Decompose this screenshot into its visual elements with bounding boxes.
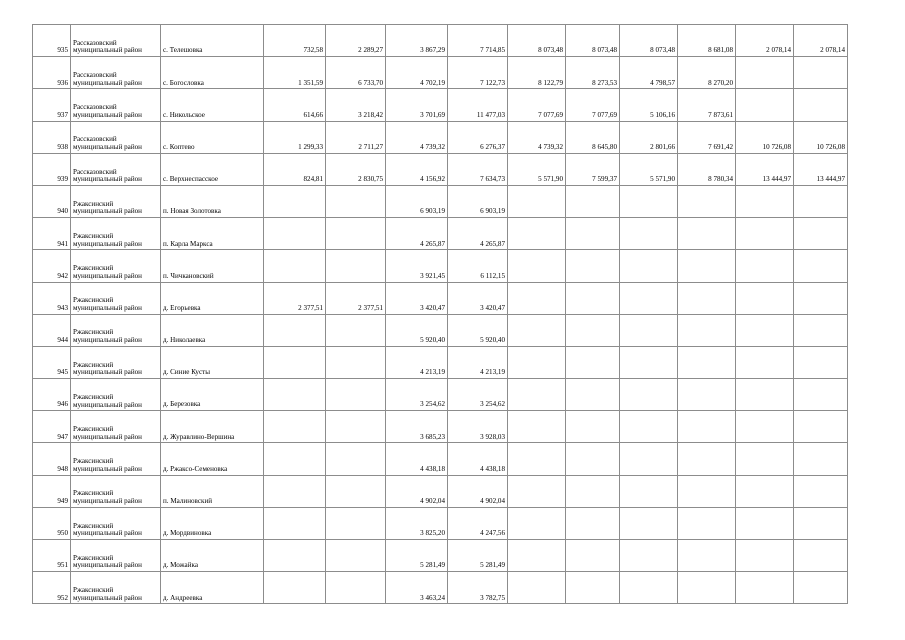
district-cell: Рассказовский муниципальный район: [71, 89, 161, 121]
value-cell: [794, 282, 848, 314]
value-cell: [326, 314, 386, 346]
value-cell: [264, 218, 326, 250]
value-cell: [678, 379, 736, 411]
value-cell: [566, 218, 620, 250]
value-cell: 3 928,03: [448, 411, 508, 443]
row-number: 945: [33, 346, 71, 378]
value-cell: [678, 475, 736, 507]
value-cell: 8 270,20: [678, 57, 736, 89]
value-cell: 7 634,73: [448, 153, 508, 185]
value-cell: [326, 250, 386, 282]
value-cell: 7 873,61: [678, 89, 736, 121]
value-cell: [508, 282, 566, 314]
settlement-cell: д. Березовка: [161, 379, 264, 411]
value-cell: [678, 218, 736, 250]
row-number: 947: [33, 411, 71, 443]
district-cell: Рассказовский муниципальный район: [71, 153, 161, 185]
value-cell: 3 218,42: [326, 89, 386, 121]
table-row: [33, 411, 848, 443]
value-cell: 5 281,49: [448, 540, 508, 572]
value-cell: [566, 185, 620, 217]
district-cell: Ржаксинский муниципальный район: [71, 572, 161, 604]
district-cell: Ржаксинский муниципальный район: [71, 250, 161, 282]
value-cell: [620, 507, 678, 539]
value-cell: [678, 443, 736, 475]
value-cell: 8 073,48: [508, 25, 566, 57]
row-number: 939: [33, 153, 71, 185]
settlement-cell: д. Синие Кусты: [161, 346, 264, 378]
value-cell: 2 078,14: [794, 25, 848, 57]
table-row: [33, 443, 848, 475]
value-cell: [620, 185, 678, 217]
value-cell: [620, 475, 678, 507]
value-cell: 4 265,87: [386, 218, 448, 250]
value-cell: 2 289,27: [326, 25, 386, 57]
row-number: 951: [33, 540, 71, 572]
district-cell: Ржаксинский муниципальный район: [71, 475, 161, 507]
value-cell: [794, 507, 848, 539]
value-cell: 8 780,34: [678, 153, 736, 185]
value-cell: [326, 475, 386, 507]
value-cell: 4 247,56: [448, 507, 508, 539]
settlement-cell: с. Верхнеспасское: [161, 153, 264, 185]
district-cell: Ржаксинский муниципальный район: [71, 379, 161, 411]
value-cell: [508, 250, 566, 282]
value-cell: [678, 411, 736, 443]
value-cell: [264, 185, 326, 217]
value-cell: [620, 540, 678, 572]
value-cell: [566, 379, 620, 411]
value-cell: [264, 346, 326, 378]
value-cell: [620, 379, 678, 411]
value-cell: [794, 540, 848, 572]
value-cell: 4 156,92: [386, 153, 448, 185]
district-cell: Ржаксинский муниципальный район: [71, 314, 161, 346]
value-cell: 8 681,08: [678, 25, 736, 57]
table-row: [33, 153, 848, 185]
district-cell: Ржаксинский муниципальный район: [71, 346, 161, 378]
value-cell: [678, 250, 736, 282]
district-cell: Ржаксинский муниципальный район: [71, 507, 161, 539]
tariff-table: [32, 24, 848, 604]
value-cell: [264, 443, 326, 475]
value-cell: [620, 346, 678, 378]
value-cell: [794, 218, 848, 250]
value-cell: [508, 572, 566, 604]
value-cell: [678, 314, 736, 346]
table-row: [33, 57, 848, 89]
value-cell: [736, 443, 794, 475]
row-number: 952: [33, 572, 71, 604]
value-cell: [736, 314, 794, 346]
value-cell: [794, 57, 848, 89]
value-cell: 5 571,90: [620, 153, 678, 185]
value-cell: 5 920,40: [386, 314, 448, 346]
value-cell: 4 739,32: [386, 121, 448, 153]
value-cell: [326, 185, 386, 217]
value-cell: 13 444,97: [794, 153, 848, 185]
value-cell: [508, 475, 566, 507]
value-cell: [566, 282, 620, 314]
value-cell: 7 599,37: [566, 153, 620, 185]
value-cell: 5 571,90: [508, 153, 566, 185]
value-cell: [566, 314, 620, 346]
value-cell: [508, 379, 566, 411]
value-cell: 2 801,66: [620, 121, 678, 153]
value-cell: [794, 346, 848, 378]
value-cell: [508, 540, 566, 572]
row-number: 937: [33, 89, 71, 121]
value-cell: [736, 57, 794, 89]
table-row: [33, 346, 848, 378]
value-cell: [620, 250, 678, 282]
district-cell: Ржаксинский муниципальный район: [71, 443, 161, 475]
settlement-cell: д. Журавлино-Вершина: [161, 411, 264, 443]
value-cell: [736, 185, 794, 217]
value-cell: [736, 475, 794, 507]
table-row: [33, 282, 848, 314]
value-cell: 6 112,15: [448, 250, 508, 282]
value-cell: 3 921,45: [386, 250, 448, 282]
value-cell: [736, 379, 794, 411]
table-row: [33, 572, 848, 604]
row-number: 936: [33, 57, 71, 89]
table-row: [33, 379, 848, 411]
row-number: 942: [33, 250, 71, 282]
value-cell: 824,81: [264, 153, 326, 185]
district-cell: Рассказовский муниципальный район: [71, 57, 161, 89]
value-cell: [678, 572, 736, 604]
table-row: [33, 121, 848, 153]
settlement-cell: д. Николаевка: [161, 314, 264, 346]
value-cell: [326, 572, 386, 604]
value-cell: [736, 572, 794, 604]
district-cell: Ржаксинский муниципальный район: [71, 540, 161, 572]
settlement-cell: д. Можайка: [161, 540, 264, 572]
value-cell: [508, 185, 566, 217]
value-cell: [794, 411, 848, 443]
table-row: [33, 89, 848, 121]
value-cell: [264, 507, 326, 539]
value-cell: [326, 379, 386, 411]
value-cell: [508, 443, 566, 475]
value-cell: [678, 346, 736, 378]
value-cell: [620, 572, 678, 604]
settlement-cell: с. Никольское: [161, 89, 264, 121]
value-cell: [678, 185, 736, 217]
settlement-cell: с. Телешовка: [161, 25, 264, 57]
value-cell: [264, 314, 326, 346]
value-cell: 3 685,23: [386, 411, 448, 443]
row-number: 949: [33, 475, 71, 507]
district-cell: Рассказовский муниципальный район: [71, 121, 161, 153]
value-cell: 3 254,62: [386, 379, 448, 411]
value-cell: [736, 507, 794, 539]
value-cell: [678, 282, 736, 314]
table-row: [33, 314, 848, 346]
value-cell: [566, 346, 620, 378]
settlement-cell: с. Коптево: [161, 121, 264, 153]
value-cell: 4 902,04: [448, 475, 508, 507]
value-cell: 4 438,18: [448, 443, 508, 475]
value-cell: [678, 540, 736, 572]
value-cell: [794, 89, 848, 121]
value-cell: 7 691,42: [678, 121, 736, 153]
value-cell: 4 438,18: [386, 443, 448, 475]
value-cell: 2 830,75: [326, 153, 386, 185]
settlement-cell: д. Мордвиновка: [161, 507, 264, 539]
value-cell: 5 106,16: [620, 89, 678, 121]
value-cell: [566, 411, 620, 443]
table-row: [33, 507, 848, 539]
row-number: 941: [33, 218, 71, 250]
value-cell: [326, 507, 386, 539]
value-cell: 3 782,75: [448, 572, 508, 604]
value-cell: 8 273,53: [566, 57, 620, 89]
district-cell: Рассказовский муниципальный район: [71, 25, 161, 57]
value-cell: [620, 314, 678, 346]
value-cell: [794, 443, 848, 475]
value-cell: 3 825,20: [386, 507, 448, 539]
value-cell: [326, 346, 386, 378]
value-cell: 614,66: [264, 89, 326, 121]
value-cell: 10 726,08: [794, 121, 848, 153]
district-cell: Ржаксинский муниципальный район: [71, 218, 161, 250]
district-cell: Ржаксинский муниципальный район: [71, 411, 161, 443]
value-cell: [508, 218, 566, 250]
value-cell: 3 254,62: [448, 379, 508, 411]
value-cell: [508, 411, 566, 443]
value-cell: [620, 218, 678, 250]
value-cell: 5 920,40: [448, 314, 508, 346]
settlement-cell: п. Малиновский: [161, 475, 264, 507]
value-cell: 6 903,19: [386, 185, 448, 217]
value-cell: [566, 475, 620, 507]
value-cell: [794, 475, 848, 507]
row-number: 946: [33, 379, 71, 411]
value-cell: 4 798,57: [620, 57, 678, 89]
value-cell: [794, 379, 848, 411]
value-cell: 4 213,19: [386, 346, 448, 378]
row-number: 950: [33, 507, 71, 539]
value-cell: [794, 572, 848, 604]
value-cell: 3 867,29: [386, 25, 448, 57]
settlement-cell: п. Новая Золотовка: [161, 185, 264, 217]
settlement-cell: п. Карла Маркса: [161, 218, 264, 250]
value-cell: [736, 89, 794, 121]
value-cell: [620, 411, 678, 443]
value-cell: 8 073,48: [566, 25, 620, 57]
settlement-cell: д. Андреевка: [161, 572, 264, 604]
value-cell: [736, 346, 794, 378]
value-cell: 7 714,85: [448, 25, 508, 57]
value-cell: 8 645,80: [566, 121, 620, 153]
value-cell: [794, 185, 848, 217]
value-cell: 7 077,69: [508, 89, 566, 121]
value-cell: 732,58: [264, 25, 326, 57]
value-cell: 3 463,24: [386, 572, 448, 604]
row-number: 944: [33, 314, 71, 346]
value-cell: [264, 379, 326, 411]
value-cell: [264, 475, 326, 507]
value-cell: 4 213,19: [448, 346, 508, 378]
value-cell: 3 420,47: [448, 282, 508, 314]
value-cell: 6 276,37: [448, 121, 508, 153]
value-cell: 4 265,87: [448, 218, 508, 250]
value-cell: [620, 443, 678, 475]
value-cell: 2 711,27: [326, 121, 386, 153]
settlement-cell: с. Богословка: [161, 57, 264, 89]
table-row: [33, 540, 848, 572]
row-number: 940: [33, 185, 71, 217]
value-cell: [264, 572, 326, 604]
value-cell: 11 477,03: [448, 89, 508, 121]
value-cell: 6 903,19: [448, 185, 508, 217]
value-cell: 2 078,14: [736, 25, 794, 57]
value-cell: 13 444,97: [736, 153, 794, 185]
value-cell: [508, 314, 566, 346]
value-cell: [794, 314, 848, 346]
value-cell: [508, 507, 566, 539]
value-cell: [326, 443, 386, 475]
value-cell: [326, 411, 386, 443]
value-cell: 4 902,04: [386, 475, 448, 507]
district-cell: Ржаксинский муниципальный район: [71, 282, 161, 314]
value-cell: 1 351,59: [264, 57, 326, 89]
value-cell: [264, 540, 326, 572]
value-cell: 3 701,69: [386, 89, 448, 121]
value-cell: 10 726,08: [736, 121, 794, 153]
value-cell: [566, 507, 620, 539]
value-cell: [326, 540, 386, 572]
row-number: 948: [33, 443, 71, 475]
value-cell: 2 377,51: [264, 282, 326, 314]
value-cell: [620, 282, 678, 314]
row-number: 935: [33, 25, 71, 57]
table-row: [33, 475, 848, 507]
value-cell: 4 739,32: [508, 121, 566, 153]
value-cell: [508, 346, 566, 378]
value-cell: [566, 443, 620, 475]
value-cell: 3 420,47: [386, 282, 448, 314]
value-cell: [736, 282, 794, 314]
value-cell: 8 073,48: [620, 25, 678, 57]
table-row: [33, 185, 848, 217]
value-cell: [264, 411, 326, 443]
table-body: [33, 25, 848, 604]
value-cell: [566, 572, 620, 604]
value-cell: [736, 250, 794, 282]
value-cell: 5 281,49: [386, 540, 448, 572]
value-cell: [736, 218, 794, 250]
table-row: [33, 25, 848, 57]
table-row: [33, 218, 848, 250]
value-cell: [736, 411, 794, 443]
value-cell: [678, 507, 736, 539]
row-number: 938: [33, 121, 71, 153]
row-number: 943: [33, 282, 71, 314]
value-cell: 8 122,79: [508, 57, 566, 89]
value-cell: [566, 540, 620, 572]
settlement-cell: д. Егорьевка: [161, 282, 264, 314]
table-row: [33, 250, 848, 282]
value-cell: 1 299,33: [264, 121, 326, 153]
settlement-cell: д. Ржаксо-Семеновка: [161, 443, 264, 475]
value-cell: [736, 540, 794, 572]
value-cell: [326, 218, 386, 250]
value-cell: 2 377,51: [326, 282, 386, 314]
value-cell: 6 733,70: [326, 57, 386, 89]
value-cell: [794, 250, 848, 282]
settlement-cell: п. Чичкановский: [161, 250, 264, 282]
district-cell: Ржаксинский муниципальный район: [71, 185, 161, 217]
value-cell: 7 077,69: [566, 89, 620, 121]
value-cell: 7 122,73: [448, 57, 508, 89]
value-cell: [566, 250, 620, 282]
value-cell: [264, 250, 326, 282]
value-cell: 4 702,19: [386, 57, 448, 89]
